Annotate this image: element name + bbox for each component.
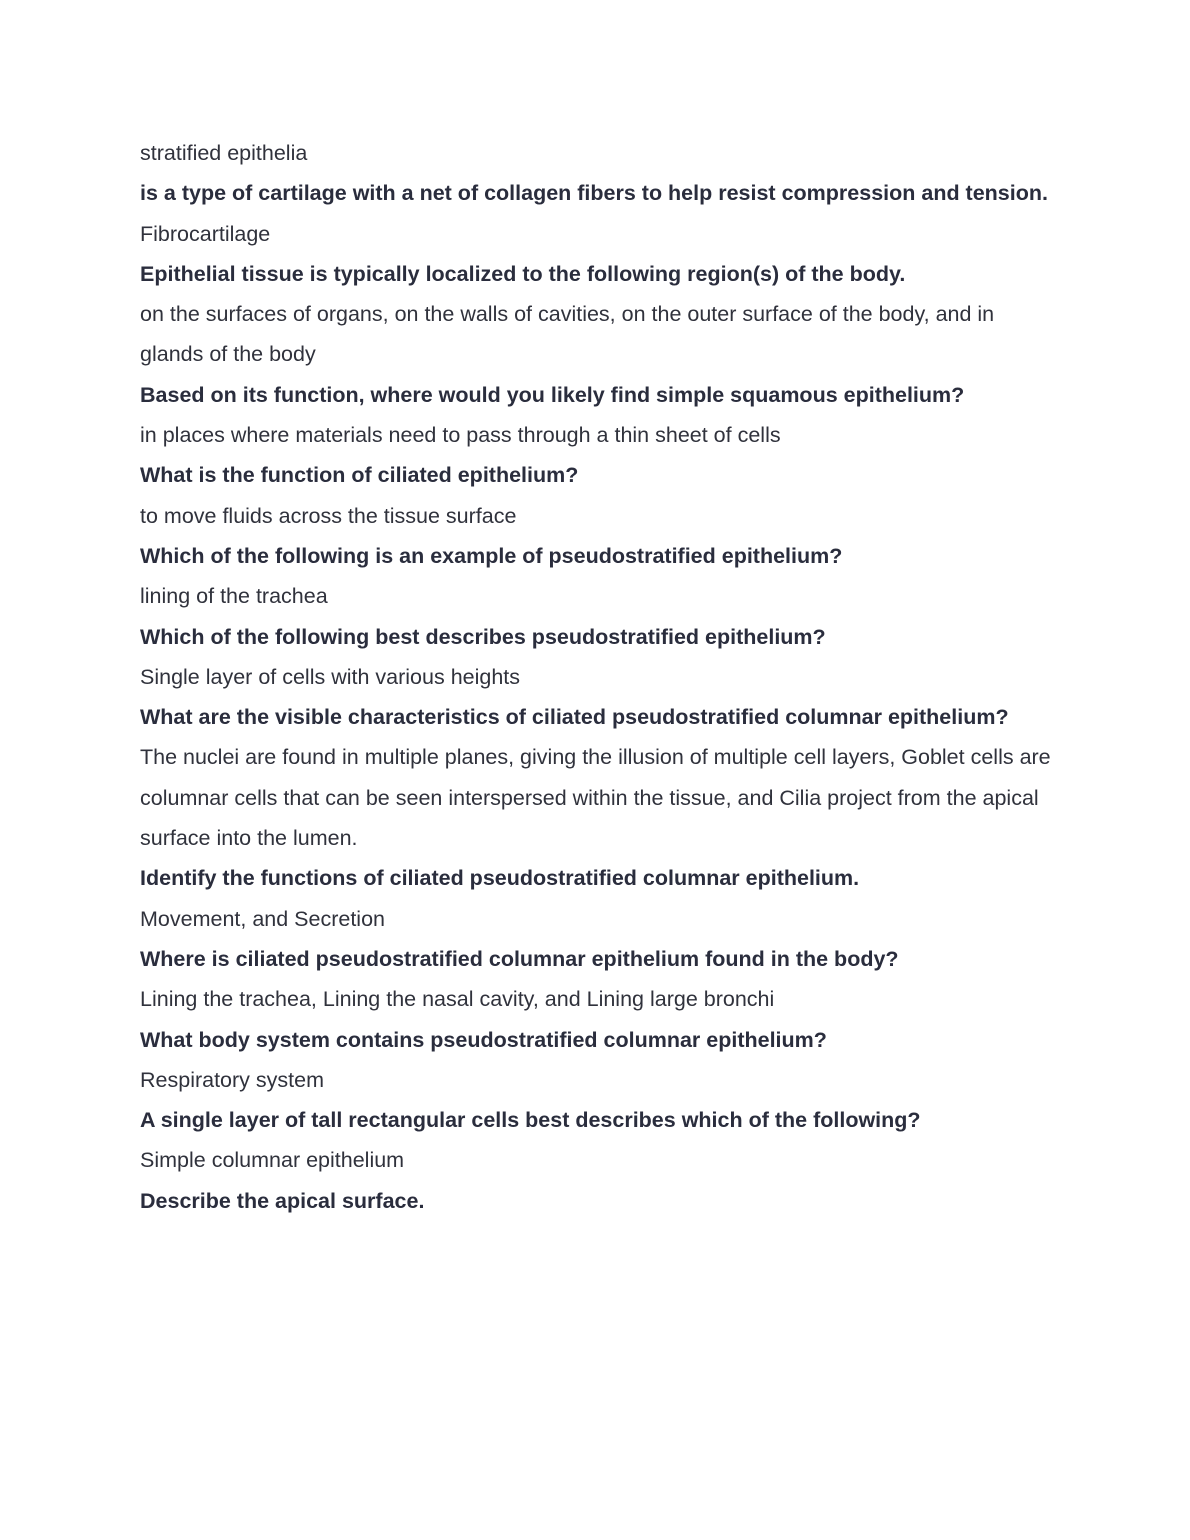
- question-text: Describe the apical surface.: [140, 1188, 425, 1213]
- question-text: What are the visible characteristics of ciliated pseudostratified columnar epithelium?: [140, 705, 1009, 730]
- question-text: What is the function of ciliated epithelium?: [140, 463, 579, 488]
- answer-text: on the surfaces of organs, on the walls of cavities, on the outer surface of the body, and in glands of the body: [140, 302, 995, 367]
- question-text: is a type of cartilage with a net of collagen fibers to help resist compression and tension.: [140, 181, 1048, 206]
- answer-text: Simple columnar epithelium: [140, 1148, 405, 1173]
- question-text: Epithelial tissue is typically localized to the following region(s) of the body.: [140, 261, 906, 286]
- answer-text: Movement, and Secretion: [140, 906, 385, 931]
- question-text: A single layer of tall rectangular cells best describes which of the following?: [140, 1108, 921, 1133]
- answer-text: in places where materials need to pass through a thin sheet of cells: [140, 423, 781, 448]
- question-text: Which of the following is an example of pseudostratified epithelium?: [140, 543, 843, 568]
- question-text: Where is ciliated pseudostratified columnar epithelium found in the body?: [140, 946, 899, 971]
- answer-text: Lining the trachea, Lining the nasal cavity, and Lining large bronchi: [140, 987, 775, 1012]
- question-text: Based on its function, where would you likely find simple squamous epithelium?: [140, 382, 965, 407]
- answer-text: to move fluids across the tissue surface: [140, 503, 517, 528]
- question-text: Which of the following best describes pseudostratified epithelium?: [140, 624, 826, 649]
- question-text: What body system contains pseudostratified columnar epithelium?: [140, 1027, 827, 1052]
- answer-text: Respiratory system: [140, 1067, 324, 1092]
- answer-text: Single layer of cells with various heights: [140, 664, 521, 689]
- answer-text: stratified epithelia: [140, 141, 308, 165]
- answer-text: The nuclei are found in multiple planes, giving the illusion of multiple cell layers, Goblet cells are columnar cells that can be seen interspersed within the tissue, and Cilia project from the apical surface into the lumen.: [140, 745, 1051, 851]
- answer-text: lining of the trachea: [140, 584, 328, 609]
- answer-text: Fibrocartilage: [140, 221, 271, 246]
- question-text: Identify the functions of ciliated pseudostratified columnar epithelium.: [140, 866, 860, 891]
- document-page: [140, 133, 1060, 1221]
